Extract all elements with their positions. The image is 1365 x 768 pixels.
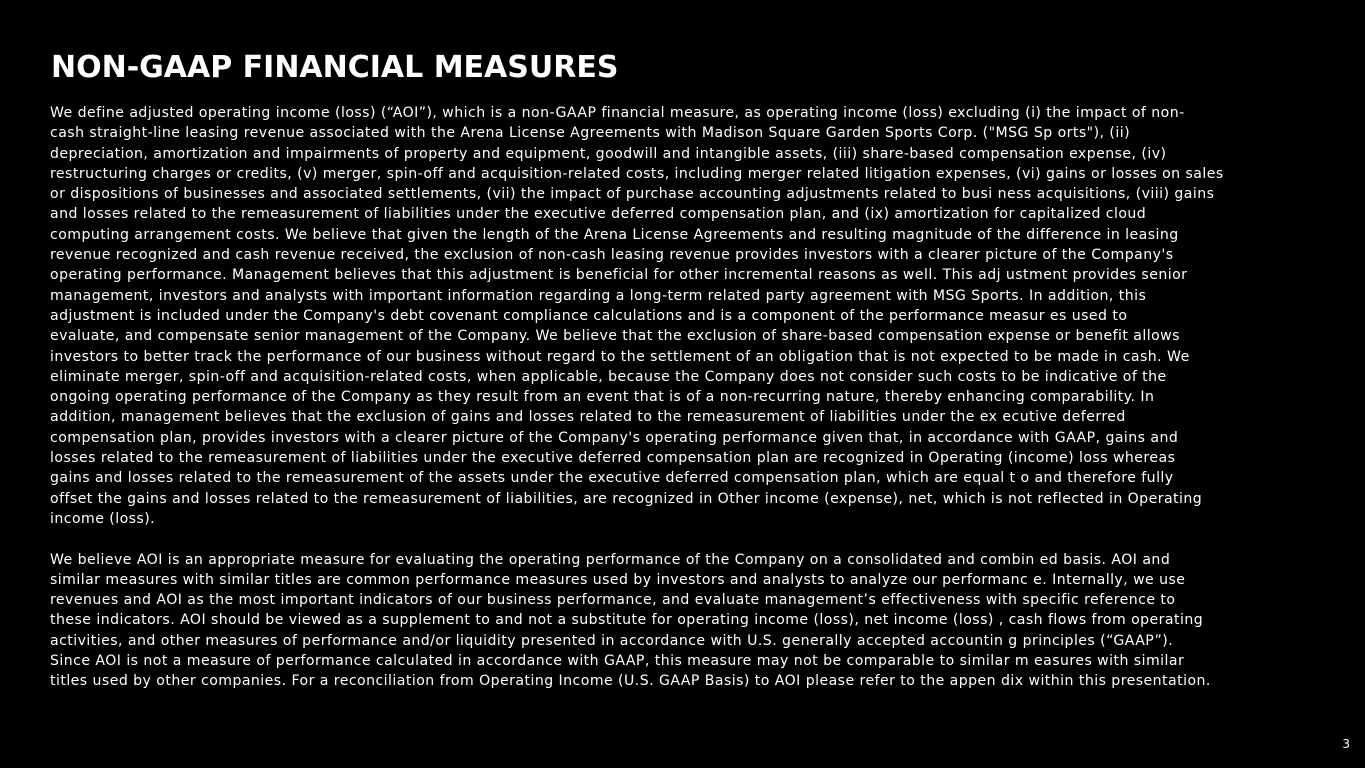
paragraph-line: titles used by other companies. For a reconciliation from Operating Income (U.S. GAAP Basis) to AOI please refer to the appen dix within this presentation. <box>50 673 1211 690</box>
paragraph-line: operating performance. Management believes that this adjustment is beneficial for other incremental reasons as well. This adj ustment provides senior <box>50 267 1188 284</box>
paragraph-line: cash straight-line leasing revenue associated with the Arena License Agreements with Madison Square Garden Sports Corp. ("MSG Sp orts"), (ii) <box>50 125 1131 142</box>
paragraph-line: income (loss). <box>50 510 156 527</box>
paragraph-line: investors to better track the performance of our business without regard to the settlement of an obligation that is not expected to be made in cash. We <box>50 348 1190 365</box>
paragraph-line: revenue recognized and cash revenue received, the exclusion of non-cash leasing revenue provides investors with a clearer picture of the Company's <box>50 247 1174 264</box>
paragraph-line: We define adjusted operating income (loss) (“AOI”), which is a non-GAAP financial measure, as operating income (loss) excluding (i) the impact of non- <box>50 105 1185 121</box>
paragraph-line: computing arrangement costs. We believe that given the length of the Arena License Agreements and resulting magnitude of the difference in leasing <box>50 226 1179 243</box>
paragraph-line: or dispositions of businesses and associated settlements, (vii) the impact of purchase accounting adjustments related to busi ness acquisitions, (viii) gains <box>50 186 1215 203</box>
paragraph-line: losses related to the remeasurement of liabilities under the executive deferred compensation plan are recognized in Operating (income) loss whereas <box>50 450 1176 467</box>
paragraph-line: revenues and AOI as the most important indicators of our business performance, and evaluate management’s effectiveness with specific reference to <box>50 592 1176 609</box>
paragraph-line: and losses related to the remeasurement of liabilities under the executive deferred compensation plan, and (ix) amortization for capitalized cloud <box>50 206 1147 223</box>
slide-body <box>50 103 1318 692</box>
paragraph-line: eliminate merger, spin-off and acquisition-related costs, when applicable, because the Company does not consider such costs to be indicative of the <box>50 368 1167 385</box>
page-number: 3 <box>1342 737 1350 751</box>
paragraph-line: gains and losses related to the remeasurement of the assets under the executive deferred compensation plan, which are equal t o and therefore fully <box>50 470 1174 487</box>
paragraph-line: ongoing operating performance of the Company as they result from an event that is of a non-recurring nature, thereby enhancing comparability. In <box>50 389 1155 406</box>
paragraph-line: Since AOI is not a measure of performance calculated in accordance with GAAP, this measure may not be comparable to similar m easures with similar <box>50 653 1185 670</box>
aoi-definition-paragraph <box>50 103 1318 529</box>
paragraph-line: offset the gains and losses related to the remeasurement of liabilities, are recognized in Other income (expense), net, which is not reflected in Operating <box>50 490 1203 507</box>
paragraph-line: addition, management believes that the exclusion of gains and losses related to the remeasurement of liabilities under the ex ecutive deferred <box>50 409 1126 426</box>
paragraph-line: restructuring charges or credits, (v) merger, spin-off and acquisition-related costs, including merger related litigation expenses, (vi) gains or losses on sales <box>50 165 1224 182</box>
paragraph-line: We believe AOI is an appropriate measure for evaluating the operating performance of the Company on a consolidated and combin ed basis. AOI and <box>50 551 1171 568</box>
paragraph-line: activities, and other measures of performance and/or liquidity presented in accordance with U.S. generally accepted accountin g principles (“GAAP”). <box>50 632 1174 649</box>
paragraph-line: compensation plan, provides investors with a clearer picture of the Company's operating performance given that, in accordance with GAAP, gains and <box>50 429 1179 446</box>
slide-title: NON-GAAP FINANCIAL MEASURES <box>51 50 619 85</box>
paragraph-line: depreciation, amortization and impairments of property and equipment, goodwill and intangible assets, (iii) share-based compensation expense, (iv) <box>50 145 1167 162</box>
paragraph-line: these indicators. AOI should be viewed as a supplement to and not a substitute for operating income (loss), net income (loss) , cash flows from operating <box>50 612 1204 629</box>
paragraph-line: evaluate, and compensate senior management of the Company. We believe that the exclusion of share-based compensation expense or benefit allows <box>50 328 1180 345</box>
paragraph-line: management, investors and analysts with important information regarding a long-term related party agreement with MSG Sports. In addition, this <box>50 287 1147 304</box>
aoi-usage-paragraph <box>50 550 1318 692</box>
paragraph-line: similar measures with similar titles are common performance measures used by investors and analysts to analyze our performanc e. Internally, we use <box>50 571 1186 588</box>
paragraph-line: adjustment is included under the Company's debt covenant compliance calculations and is a component of the performance measur es used to <box>50 307 1128 324</box>
